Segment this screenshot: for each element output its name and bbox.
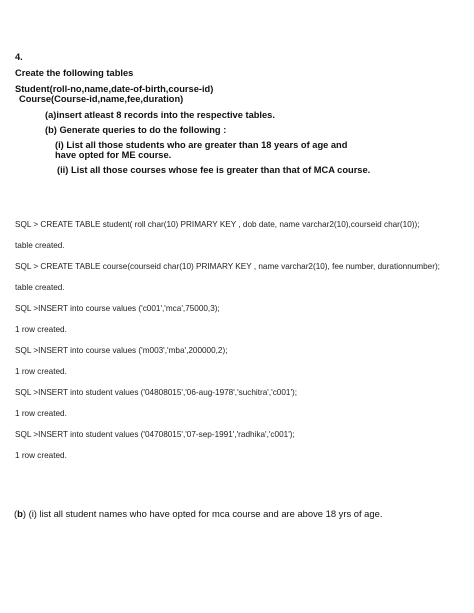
sql-line: 1 row created. (15, 409, 67, 418)
task-b-i-line-1: (i) List all those students who are greater than 18 years of age and (55, 140, 348, 150)
question-heading: Create the following tables (15, 68, 134, 78)
sql-line: 1 row created. (15, 367, 67, 376)
query-b-i-text: (b) (i) list all student names who have opted for mca course and are above 18 yrs of age. (14, 508, 383, 519)
sql-line: 1 row created. (15, 325, 67, 334)
query-b-i-body: ) (i) list all student names who have opted for mca course and are above 18 yrs of age. (22, 508, 383, 519)
label-b: b (17, 508, 23, 519)
sql-line: table created. (15, 241, 65, 250)
sql-line: SQL >INSERT into course values ('m003','mba',200000,2); (15, 346, 228, 355)
sql-line: 1 row created. (15, 451, 67, 460)
sql-line: SQL >INSERT into course values ('c001','mca',75000,3); (15, 304, 220, 313)
task-b: (b) Generate queries to do the following : (45, 125, 227, 135)
sql-line: SQL >INSERT into student values ('04808015','06-aug-1978','suchitra','c001'); (15, 388, 298, 397)
task-a: (a)insert atleast 8 records into the respective tables. (45, 110, 275, 120)
student-schema: Student(roll-no,name,date-of-birth,course-id) (15, 84, 214, 94)
sql-line: SQL > CREATE TABLE student( roll char(10) PRIMARY KEY , dob date, name varchar2(10),courseid char(10)); (15, 220, 420, 229)
sql-line: table created. (15, 283, 65, 292)
task-b-i-line-2: have opted for ME course. (55, 150, 172, 160)
question-number: 4. (15, 52, 23, 62)
sql-line: SQL > CREATE TABLE course(courseid char(10) PRIMARY KEY , name varchar2(10), fee number, durationnumber); (15, 262, 440, 271)
course-schema: Course(Course-id,name,fee,duration) (19, 94, 184, 104)
sql-line: SQL >INSERT into student values ('04708015','07-sep-1991','radhika','c001'); (15, 430, 295, 439)
task-b-ii: (ii) List all those courses whose fee is greater than that of MCA course. (57, 165, 371, 175)
